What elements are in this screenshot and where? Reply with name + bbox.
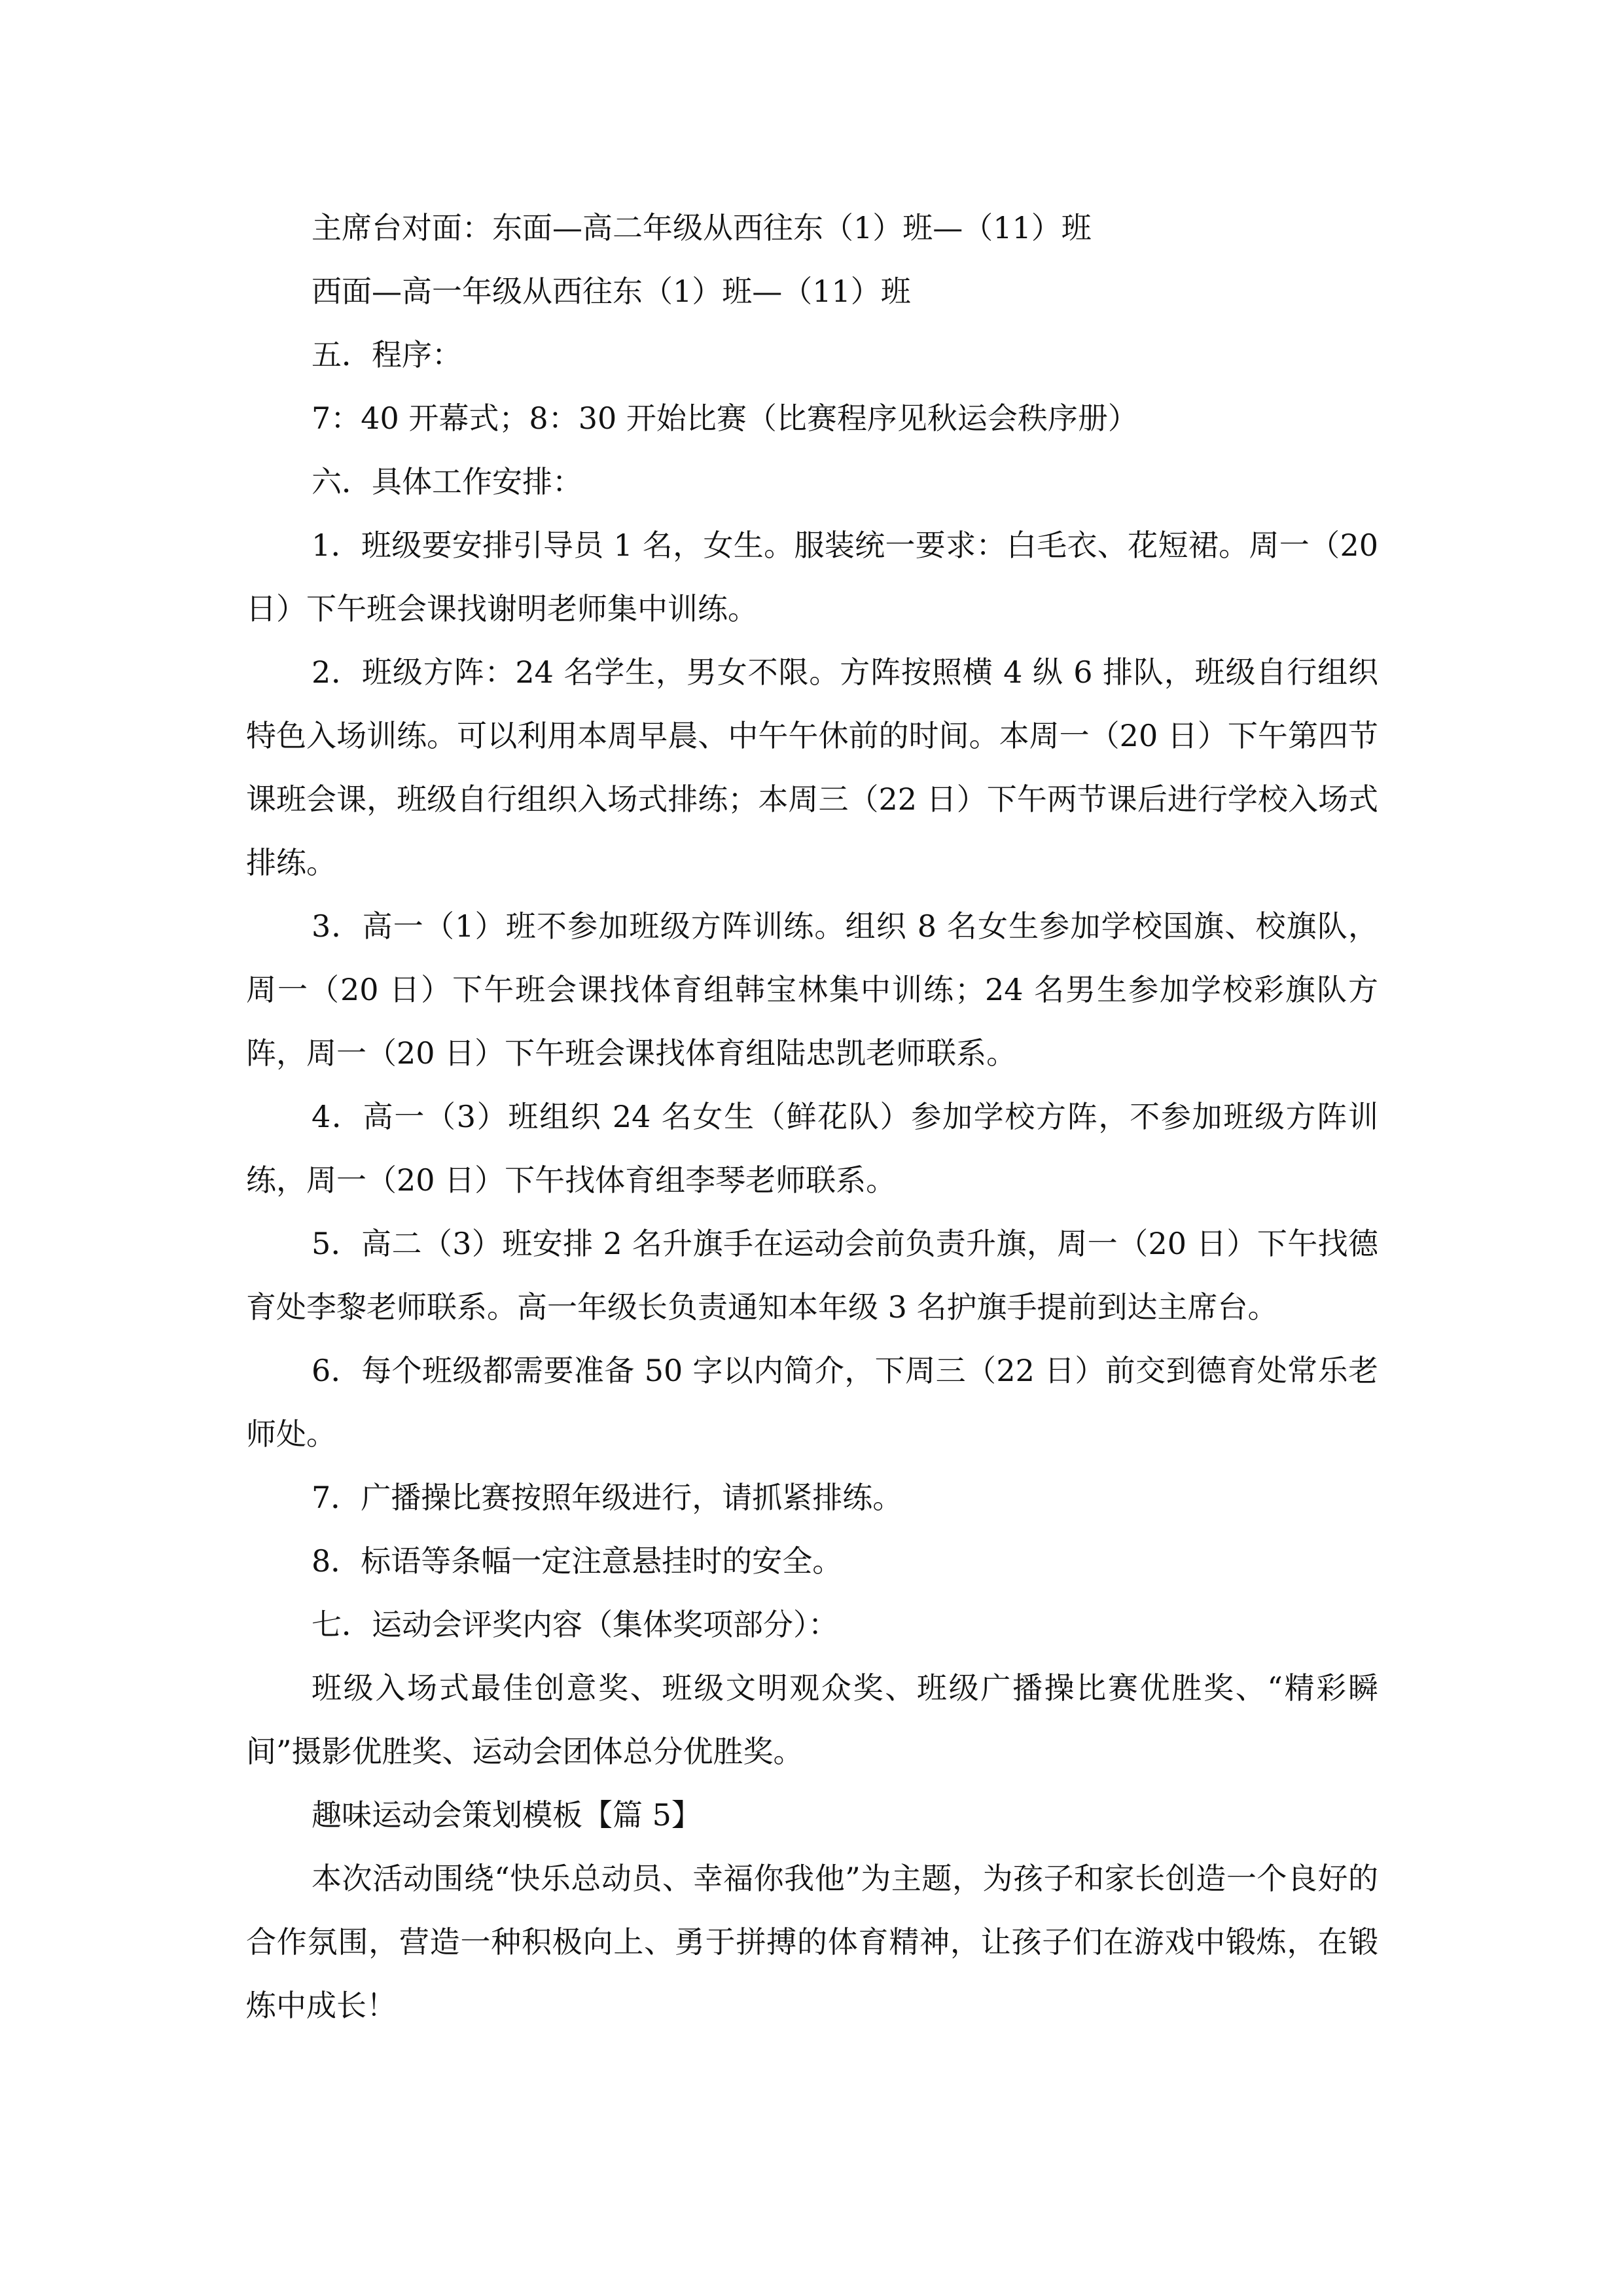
list-item-2: 2．班级方阵：24 名学生，男女不限。方阵按照横 4 纵 6 排队，班级自行组织特色入场训练。可以利用本周早晨、中午午休前的时间。本周一（20 日）下午第四节课班会课，班级自行组织入场式排练；本周三（22 日）下午两节课后进行学校入场式排练。 bbox=[246, 655, 1378, 880]
paragraph-seating-west: 西面—高一年级从西往东（1）班—（11）班 bbox=[312, 274, 911, 309]
list-item-4: 4．高一（3）班组织 24 名女生（鲜花队）参加学校方阵，不参加班级方阵训练，周一（20 日）下午找体育组李琴老师联系。 bbox=[246, 1099, 1378, 1198]
paragraph-seating-east: 主席台对面：东面—高二年级从西往东（1）班—（11）班 bbox=[312, 210, 1092, 245]
heading-work-arrangement: 六．具体工作安排： bbox=[312, 464, 582, 499]
paragraph-activity-intro: 本次活动围绕“快乐总动员、幸福你我他”为主题，为孩子和家长创造一个良好的合作氛围，营造一种积极向上、勇于拼搏的体育精神，让孩子们在游戏中锻炼，在锻炼中成长！ bbox=[246, 1861, 1378, 2023]
section-title-part-5: 趣味运动会策划模板【篇 5】 bbox=[312, 1797, 702, 1833]
heading-awards: 七．运动会评奖内容（集体奖项部分）： bbox=[312, 1607, 838, 1642]
list-item-6: 6．每个班级都需要准备 50 字以内简介，下周三（22 日）前交到德育处常乐老师处。 bbox=[246, 1353, 1378, 1452]
paragraph-awards-list: 班级入场式最佳创意奖、班级文明观众奖、班级广播操比赛优胜奖、“精彩瞬间”摄影优胜奖、运动会团体总分优胜奖。 bbox=[246, 1670, 1378, 1769]
list-item-1: 1．班级要安排引导员 1 名，女生。服装统一要求：白毛衣、花短裙。周一（20 日）下午班会课找谢明老师集中训练。 bbox=[246, 528, 1378, 626]
paragraph-schedule: 7：40 开幕式；8：30 开始比赛（比赛程序见秋运会秩序册） bbox=[312, 401, 1138, 436]
list-item-3: 3．高一（1）班不参加班级方阵训练。组织 8 名女生参加学校国旗、校旗队，周一（20 日）下午班会课找体育组韩宝林集中训练；24 名男生参加学校彩旗队方阵，周一（20 日）下午班会课找体育组陆忠凯老师联系。 bbox=[246, 908, 1378, 1071]
heading-program: 五．程序： bbox=[312, 337, 462, 372]
list-item-7: 7．广播操比赛按照年级进行，请抓紧排练。 bbox=[312, 1480, 903, 1515]
list-item-5: 5．高二（3）班安排 2 名升旗手在运动会前负责升旗，周一（20 日）下午找德育处李黎老师联系。高一年级长负责通知本年级 3 名护旗手提前到达主席台。 bbox=[246, 1226, 1378, 1325]
document-body bbox=[246, 196, 1378, 2037]
list-item-8: 8．标语等条幅一定注意悬挂时的安全。 bbox=[312, 1543, 843, 1579]
